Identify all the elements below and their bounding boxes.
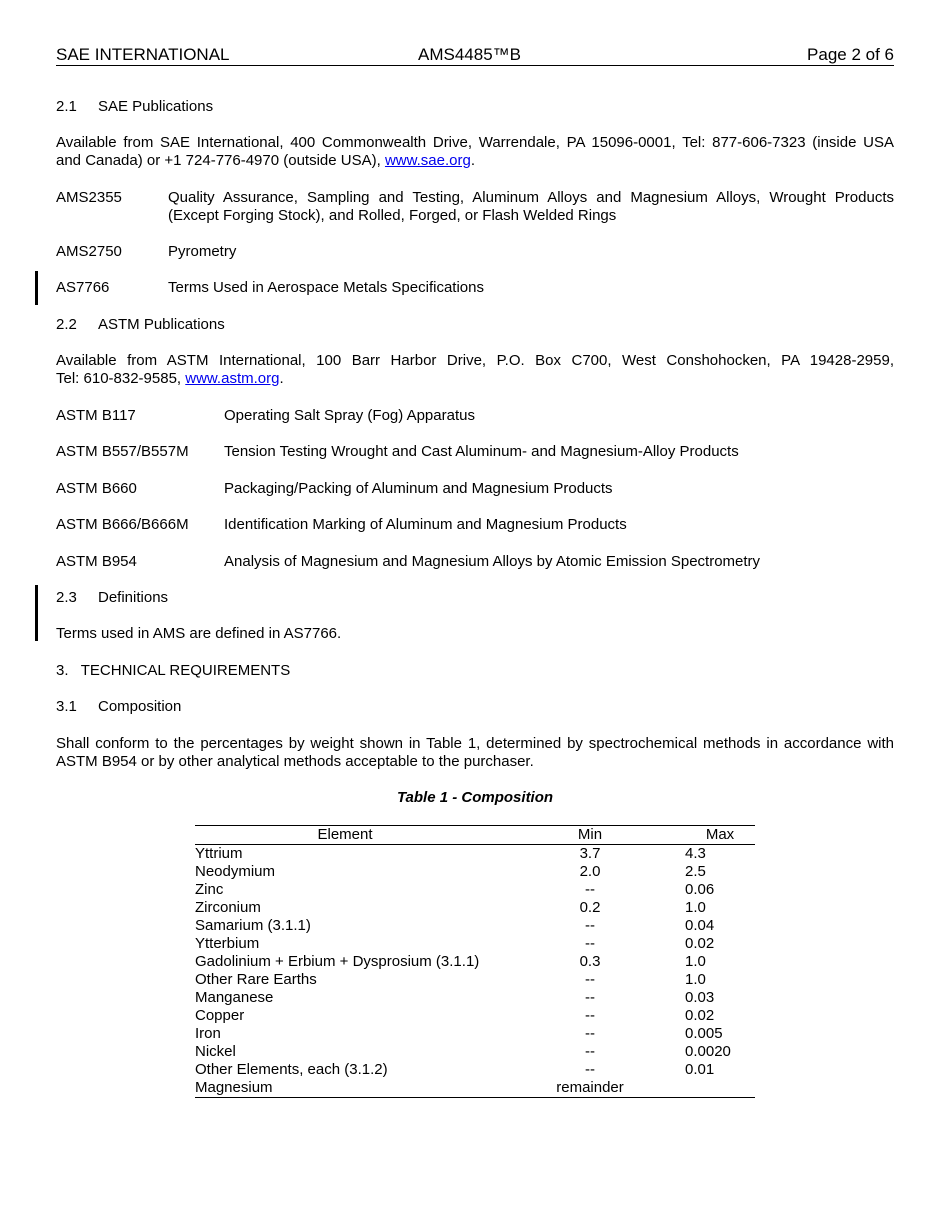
ref-code-astm-b666: ASTM B666/B666M xyxy=(56,516,189,533)
cell-max: 0.02 xyxy=(685,935,715,952)
astm-availability-period: . xyxy=(279,370,284,387)
table-row xyxy=(195,845,755,864)
cell-max: 0.0020 xyxy=(685,1043,731,1060)
cell-max: 0.01 xyxy=(685,1061,715,1078)
astm-availability-line2 xyxy=(56,370,284,388)
ref-code-ams2750: AMS2750 xyxy=(56,243,122,260)
column-header-element: Element xyxy=(195,826,495,845)
cell-min: 2.0 xyxy=(579,863,601,880)
cell-min: -- xyxy=(585,1061,595,1078)
cell-element: Manganese xyxy=(195,989,274,1006)
section-2-2-number: 2.2 xyxy=(56,316,77,333)
astm-website-link[interactable]: www.astm.org xyxy=(185,370,280,387)
cell-element: Other Elements, each (3.1.2) xyxy=(195,1061,388,1078)
ref-code-astm-b117: ASTM B117 xyxy=(56,407,136,424)
table-row xyxy=(195,899,755,917)
header-page-number: Page 2 of 6 xyxy=(807,45,894,64)
table-caption: Table 1 - Composition xyxy=(396,789,554,806)
cell-min: -- xyxy=(585,935,595,952)
ref-title-astm-b954: Analysis of Magnesium and Magnesium Alloys by Atomic Emission Spectrometry xyxy=(224,553,761,570)
cell-element: Samarium (3.1.1) xyxy=(195,917,311,934)
table-row xyxy=(195,881,755,899)
table-row xyxy=(195,1007,755,1025)
table-row xyxy=(195,863,755,881)
cell-element: Magnesium xyxy=(195,1079,495,1098)
ref-title-ams2355: Quality Assurance, Sampling and Testing, Aluminum Alloys and Magnesium Alloys, Wrought Products (Except Forging Stock), and Rolled, Forged, or Flash Welded Rings xyxy=(168,189,894,224)
section-2-1-number: 2.1 xyxy=(56,98,77,115)
section-2-1-title: SAE Publications xyxy=(98,98,214,115)
table-row xyxy=(195,1025,755,1043)
ref-title-astm-b666: Identification Marking of Aluminum and Magnesium Products xyxy=(224,516,627,533)
cell-element: Copper xyxy=(195,1007,245,1024)
cell-max xyxy=(685,1079,755,1098)
cell-min: -- xyxy=(585,971,595,988)
cell-max: 0.04 xyxy=(685,917,715,934)
cell-min: remainder xyxy=(495,1079,685,1098)
cell-element: Iron xyxy=(195,1025,221,1042)
sae-availability-line2 xyxy=(56,152,475,170)
section-2-3-number: 2.3 xyxy=(56,589,77,606)
definitions-text: Terms used in AMS are defined in AS7766. xyxy=(56,625,342,642)
cell-max: 0.03 xyxy=(685,989,715,1006)
ref-title-astm-b660: Packaging/Packing of Aluminum and Magnesium Products xyxy=(224,480,613,497)
cell-min: -- xyxy=(585,1007,595,1024)
ref-code-astm-b954: ASTM B954 xyxy=(56,553,137,570)
table-row xyxy=(195,1079,755,1098)
cell-min: -- xyxy=(585,1025,595,1042)
cell-element: Neodymium xyxy=(195,863,276,880)
table-row xyxy=(195,1061,755,1079)
cell-max: 1.0 xyxy=(685,899,706,916)
section-2-2-title: ASTM Publications xyxy=(98,316,225,333)
astm-availability-line1: Available from ASTM International, 100 Barr Harbor Drive, P.O. Box C700, West Conshohocken, PA 19428-2959, xyxy=(56,352,894,369)
ref-title-astm-b117: Operating Salt Spray (Fog) Apparatus xyxy=(224,407,475,424)
ref-code-ams2355: AMS2355 xyxy=(56,189,122,206)
ref-code-astm-b557: ASTM B557/B557M xyxy=(56,443,189,460)
composition-table xyxy=(195,825,755,1098)
ref-title-astm-b557: Tension Testing Wrought and Cast Aluminum- and Magnesium-Alloy Products xyxy=(224,443,739,460)
cell-min: -- xyxy=(585,1043,595,1060)
composition-text-line2: ASTM B954 or by other analytical methods acceptable to the purchaser. xyxy=(56,753,534,770)
cell-min: 0.2 xyxy=(579,899,601,916)
header-org: SAE INTERNATIONAL xyxy=(56,45,230,64)
cell-element: Ytterbium xyxy=(195,935,260,952)
section-2-3-title: Definitions xyxy=(98,589,169,606)
cell-max: 0.02 xyxy=(685,1007,715,1024)
ref-title-ams2750: Pyrometry xyxy=(168,243,237,260)
cell-max: 0.005 xyxy=(685,1025,723,1042)
cell-element: Nickel xyxy=(195,1043,236,1060)
cell-min: -- xyxy=(585,881,595,898)
column-header-max: Max xyxy=(685,826,755,845)
cell-max: 4.3 xyxy=(685,845,706,862)
cell-min: 0.3 xyxy=(579,953,601,970)
table-header-row xyxy=(195,826,755,845)
cell-max: 2.5 xyxy=(685,863,706,880)
cell-max: 1.0 xyxy=(685,953,706,970)
section-3-title: 3. TECHNICAL REQUIREMENTS xyxy=(56,662,291,679)
table-row xyxy=(195,1043,755,1061)
cell-max: 1.0 xyxy=(685,971,706,988)
section-3-1-number: 3.1 xyxy=(56,698,77,715)
change-bar xyxy=(35,585,38,641)
cell-element: Gadolinium + Erbium + Dysprosium (3.1.1) xyxy=(195,953,480,970)
table-row xyxy=(195,935,755,953)
ref-code-astm-b660: ASTM B660 xyxy=(56,480,137,497)
sae-availability-text: and Canada) or +1 724-776-4970 (outside USA), xyxy=(56,152,385,169)
cell-element: Zirconium xyxy=(195,899,261,916)
column-header-min: Min xyxy=(495,826,685,845)
cell-element: Zinc xyxy=(195,881,224,898)
composition-text-line1: Shall conform to the percentages by weight shown in Table 1, determined by spectrochemical methods in accordance with xyxy=(56,735,894,752)
table-row xyxy=(195,971,755,989)
sae-website-link[interactable]: www.sae.org xyxy=(384,152,471,169)
table-row xyxy=(195,989,755,1007)
page-header xyxy=(56,45,894,66)
cell-element: Other Rare Earths xyxy=(195,971,317,988)
astm-availability-text: Tel: 610-832-9585, xyxy=(56,370,186,387)
cell-max: 0.06 xyxy=(685,881,715,898)
cell-element: Yttrium xyxy=(195,845,243,862)
ref-code-as7766: AS7766 xyxy=(56,279,110,296)
cell-min: -- xyxy=(585,917,595,934)
sae-availability-line1: Available from SAE International, 400 Commonwealth Drive, Warrendale, PA 15096-0001, Tel: 877-606-7323 (inside USA xyxy=(56,134,894,151)
cell-min: -- xyxy=(585,989,595,1006)
section-3-1-title: Composition xyxy=(98,698,182,715)
table-row xyxy=(195,953,755,971)
change-bar xyxy=(35,271,38,305)
ref-title-as7766: Terms Used in Aerospace Metals Specifications xyxy=(168,279,484,296)
header-doc-number: AMS4485™B xyxy=(418,45,521,64)
table-row xyxy=(195,917,755,935)
sae-availability-period: . xyxy=(470,152,476,169)
cell-min: 3.7 xyxy=(579,845,601,862)
